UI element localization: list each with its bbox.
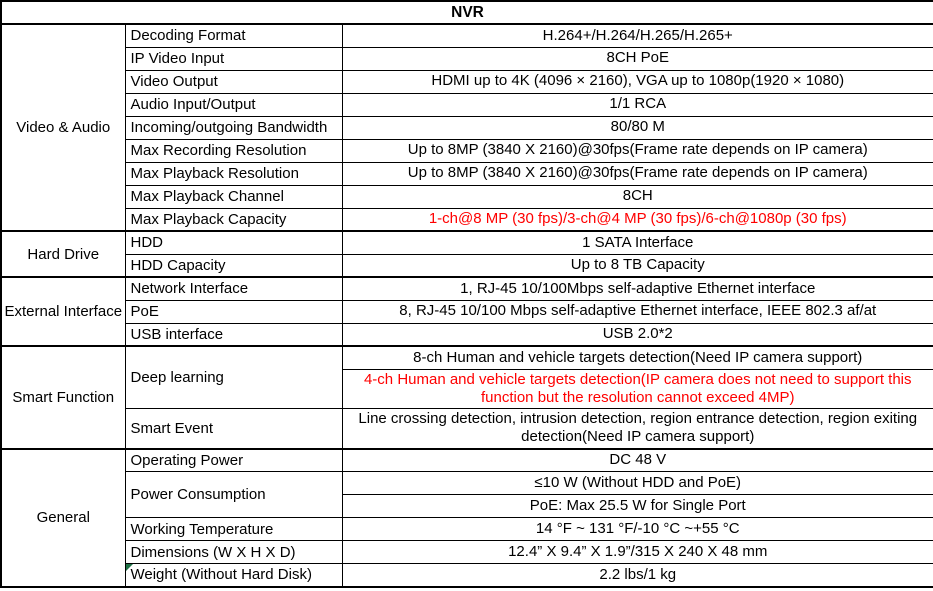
- spec-value-cell: [342, 24, 933, 47]
- spec-value-cell-text: 14 °F ~ 131 °F/-10 °C ~+55 °C: [535, 520, 740, 538]
- table-row: [1, 47, 933, 70]
- spec-table-body: [1, 1, 933, 587]
- spec-label-poe-text: PoE: [130, 303, 159, 320]
- category-cell-video-audio: [1, 24, 125, 231]
- spec-label-operating-power-text: Operating Power: [130, 451, 244, 469]
- spec-value-cell-text: Up to 8MP (3840 X 2160)@30fps(Frame rate depends on IP camera): [407, 141, 868, 159]
- spec-label-max-playback-resolution-text: Max Playback Resolution: [130, 165, 299, 182]
- spec-label-hdd: [125, 231, 342, 254]
- spec-label-decoding-format-text: Decoding Format: [130, 27, 246, 45]
- spec-label-weight-without-hard-disk: [125, 564, 342, 587]
- spec-value-cell: [342, 409, 933, 449]
- spec-value-cell-text: HDMI up to 4K (4096 × 2160), VGA up to 1080p(1920 × 1080): [431, 72, 845, 90]
- spec-value-cell: [342, 47, 933, 70]
- table-row: [1, 231, 933, 254]
- spec-label-dimensions-w-x-h-x-d-text: Dimensions (W X H X D): [130, 543, 296, 561]
- spec-label-audio-input-output-text: Audio Input/Output: [130, 96, 256, 113]
- spec-label-hdd-capacity-text: HDD Capacity: [130, 256, 226, 274]
- table-row: [1, 300, 933, 323]
- category-cell-external-interface: [1, 277, 125, 346]
- spec-label-max-playback-capacity-text: Max Playback Capacity: [130, 210, 287, 228]
- spec-label-audio-input-output: [125, 93, 342, 116]
- category-cell-general-text: General: [36, 509, 90, 527]
- spec-label-incoming-outgoing-bandwidth-text: Incoming/outgoing Bandwidth: [130, 119, 328, 136]
- spec-label-ip-video-input-text: IP Video Input: [130, 50, 225, 67]
- category-cell-general: [1, 449, 125, 587]
- spec-value-cell-text: USB 2.0*2: [602, 325, 673, 343]
- spec-label-poe: [125, 300, 342, 323]
- spec-label-usb-interface-text: USB interface: [130, 325, 224, 343]
- category-cell-hard-drive-text: Hard Drive: [27, 245, 100, 263]
- spec-label-max-playback-channel: [125, 185, 342, 208]
- spec-value-cell: [342, 323, 933, 346]
- category-cell-smart-function: [1, 346, 125, 449]
- spec-label-max-recording-resolution-text: Max Recording Resolution: [130, 142, 307, 159]
- spec-value-cell: [342, 162, 933, 185]
- spec-value-cell-text: Up to 8 TB Capacity: [570, 256, 705, 274]
- spec-value-cell: [342, 254, 933, 277]
- table-row: [1, 185, 933, 208]
- spec-label-deep-learning: [125, 346, 342, 409]
- category-cell-hard-drive: [1, 231, 125, 277]
- spec-value-cell: [342, 70, 933, 93]
- spec-value-cell-text: 1-ch@8 MP (30 fps)/3-ch@4 MP (30 fps)/6-ch@1080p (30 fps): [428, 210, 847, 228]
- spec-value-cell-text: 8-ch Human and vehicle targets detection(Need IP camera support): [413, 348, 863, 366]
- spec-value-cell: [342, 139, 933, 162]
- table-row: [1, 564, 933, 587]
- spec-label-weight-without-hard-disk-text: Weight (Without Hard Disk): [130, 566, 312, 584]
- spec-value-cell: [342, 300, 933, 323]
- spec-value-cell-text: PoE: Max 25.5 W for Single Port: [529, 497, 746, 515]
- spec-value-cell: [342, 346, 933, 369]
- table-row: [1, 409, 933, 449]
- table-title: [1, 1, 933, 24]
- spec-label-operating-power: [125, 449, 342, 472]
- table-row: [1, 116, 933, 139]
- spec-value-cell: [342, 564, 933, 587]
- spec-value-cell-text: Line crossing detection, intrusion detection, region entrance detection, region exiting detection(Need IP camera support): [358, 410, 918, 446]
- spec-value-cell-text: 4-ch Human and vehicle targets detection(IP camera does not need to support this function but the resolution cannot exceed 4MP): [363, 370, 912, 406]
- spec-value-cell: [342, 472, 933, 495]
- cell-error-flag-icon: [126, 564, 133, 571]
- spec-value-cell-text: 12.4” X 9.4” X 1.9”/315 X 240 X 48 mm: [508, 543, 768, 561]
- spec-value-cell-text: H.264+/H.264/H.265/H.265+: [542, 26, 733, 44]
- spec-value-cell-text: 8CH: [622, 187, 653, 205]
- spec-label-network-interface-text: Network Interface: [130, 280, 249, 298]
- table-row: [1, 24, 933, 47]
- table-row: [1, 518, 933, 541]
- spec-label-video-output-text: Video Output: [130, 73, 218, 90]
- spec-label-hdd-text: HDD: [130, 234, 163, 252]
- header-row: [1, 1, 933, 24]
- spec-label-max-recording-resolution: [125, 139, 342, 162]
- spec-label-hdd-capacity: [125, 254, 342, 277]
- table-row: [1, 208, 933, 231]
- spec-label-network-interface: [125, 277, 342, 300]
- spec-label-dimensions-w-x-h-x-d: [125, 541, 342, 564]
- spec-label-power-consumption: [125, 472, 342, 518]
- category-cell-video-audio-text: Video & Audio: [16, 119, 111, 136]
- spec-label-max-playback-channel-text: Max Playback Channel: [130, 188, 284, 205]
- spec-value-cell-text: 8CH PoE: [606, 49, 670, 67]
- table-row: [1, 449, 933, 472]
- spec-value-cell-text: 80/80 M: [610, 118, 665, 136]
- spec-value-cell-text: Up to 8MP (3840 X 2160)@30fps(Frame rate depends on IP camera): [407, 164, 868, 182]
- table-row: [1, 277, 933, 300]
- spec-label-power-consumption-text: Power Consumption: [130, 486, 266, 504]
- table-title-text: NVR: [451, 3, 484, 21]
- spec-value-cell: [342, 93, 933, 116]
- spec-value-cell: [342, 495, 933, 518]
- spec-value-cell-text: DC 48 V: [609, 451, 667, 469]
- spec-label-working-temperature: [125, 518, 342, 541]
- spec-value-cell: [342, 541, 933, 564]
- table-row: [1, 254, 933, 277]
- table-row: [1, 346, 933, 369]
- spec-label-smart-event-text: Smart Event: [130, 419, 214, 437]
- spec-value-cell: [342, 369, 933, 409]
- spec-value-cell-text: 1, RJ-45 10/100Mbps self-adaptive Ethernet interface: [460, 279, 816, 297]
- table-row: [1, 139, 933, 162]
- spec-label-decoding-format: [125, 24, 342, 47]
- spec-label-working-temperature-text: Working Temperature: [130, 520, 274, 538]
- spec-value-cell-text: 1/1 RCA: [609, 95, 667, 113]
- spec-value-cell: [342, 277, 933, 300]
- spec-value-cell: [342, 208, 933, 231]
- spec-label-video-output: [125, 70, 342, 93]
- spec-value-cell: [342, 231, 933, 254]
- spec-value-cell: [342, 449, 933, 472]
- spec-label-deep-learning-text: Deep learning: [130, 369, 224, 387]
- table-row: [1, 93, 933, 116]
- category-cell-smart-function-text: Smart Function: [12, 388, 115, 406]
- spec-label-incoming-outgoing-bandwidth: [125, 116, 342, 139]
- category-cell-external-interface-text: External Interface: [4, 303, 123, 320]
- table-row: [1, 70, 933, 93]
- spec-label-max-playback-capacity: [125, 208, 342, 231]
- spec-value-cell-text: 1 SATA Interface: [582, 233, 694, 251]
- table-row: [1, 541, 933, 564]
- spec-value-cell: [342, 185, 933, 208]
- spec-label-max-playback-resolution: [125, 162, 342, 185]
- table-row: [1, 323, 933, 346]
- spec-value-cell: [342, 518, 933, 541]
- spec-value-cell: [342, 116, 933, 139]
- spec-label-ip-video-input: [125, 47, 342, 70]
- spec-label-usb-interface: [125, 323, 342, 346]
- spec-value-cell-text: 8, RJ-45 10/100 Mbps self-adaptive Ethernet interface, IEEE 802.3 af/at: [399, 302, 877, 320]
- table-row: [1, 162, 933, 185]
- table-row: [1, 472, 933, 495]
- spec-value-cell-text: ≤10 W (Without HDD and PoE): [534, 474, 742, 492]
- spec-value-cell-text: 2.2 lbs/1 kg: [599, 565, 677, 583]
- spec-label-smart-event: [125, 409, 342, 449]
